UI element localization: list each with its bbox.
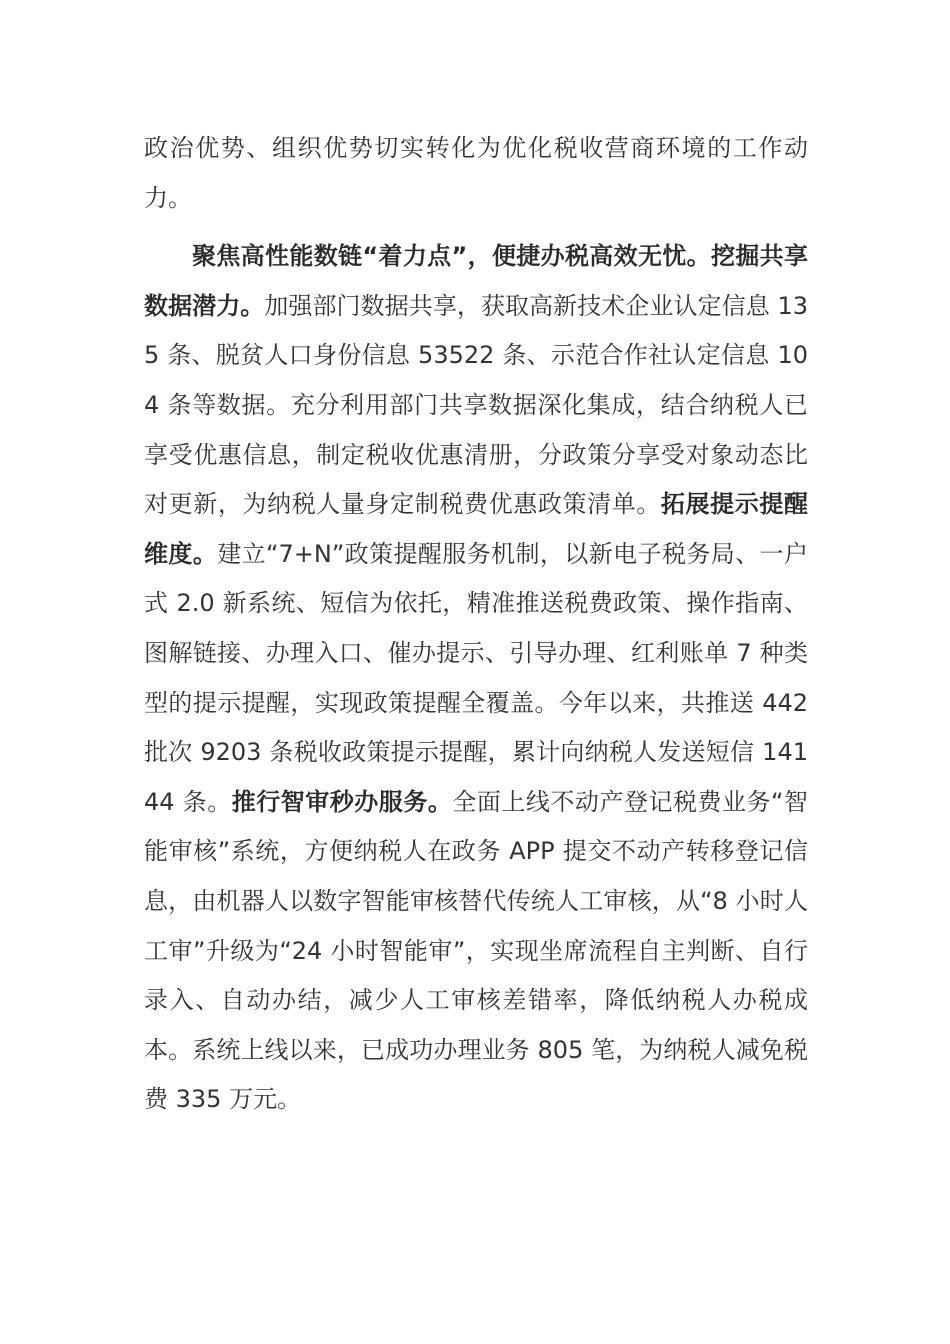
- text-run: 加强部门数据共享，获取高新技术企业认定信息 135 条、脱贫人口身份信息 53522 条、示范合作社认定信息 104 条等数据。充分利用部门共享数据深化集成，结合纳税人已享受优惠信息，制定税收优惠清册，分政策分享受对象动态比对更新，为纳税人量身定制税费优惠政策清单。: [144, 291, 808, 519]
- paragraph-1: [144, 124, 808, 223]
- subheading-reminder: 拓展提示提醒维度。: [144, 490, 808, 568]
- subheading-data-sharing: 挖掘共享数据潜力。: [144, 242, 808, 320]
- text-run: 政治优势、组织优势切实转化为优化税收营商环境的工作动力。: [144, 134, 808, 212]
- text-run: 建立“7+N”政策提醒服务机制，以新电子税务局、一户式 2.0 新系统、短信为依托，精准推送税费政策、操作指南、图解链接、办理入口、催办提示、引导办理、红利账单 7 种类型的提示提醒，实现政策提醒全覆盖。今年以来，共推送 442 批次 9203 条税收政策提示提醒，累计向纳税人发送短信 14144 条。: [144, 539, 809, 816]
- paragraph-2: [144, 232, 808, 1125]
- paragraph-gap: [144, 223, 808, 232]
- subheading-smart-review: 推行智审秒办服务。: [231, 787, 453, 816]
- text-run: 全面上线不动产登记税费业务“智能审核”系统，方便纳税人在政务 APP 提交不动产转移登记信息，由机器人以数字智能审核替代传统人工审核，从“8 小时人工审”升级为“24 小时智能审”，实现坐席流程自主判断、自行录入、自动办结，减少人工审核差错率，降低纳税人办税成本。系统上线以来，已成功办理业务 805 笔，为纳税人减免税费 335 万元。: [144, 787, 809, 1114]
- section-heading: 聚焦高性能数链“着力点”，便捷办税高效无忧。: [192, 242, 711, 271]
- document-page: [144, 124, 808, 1125]
